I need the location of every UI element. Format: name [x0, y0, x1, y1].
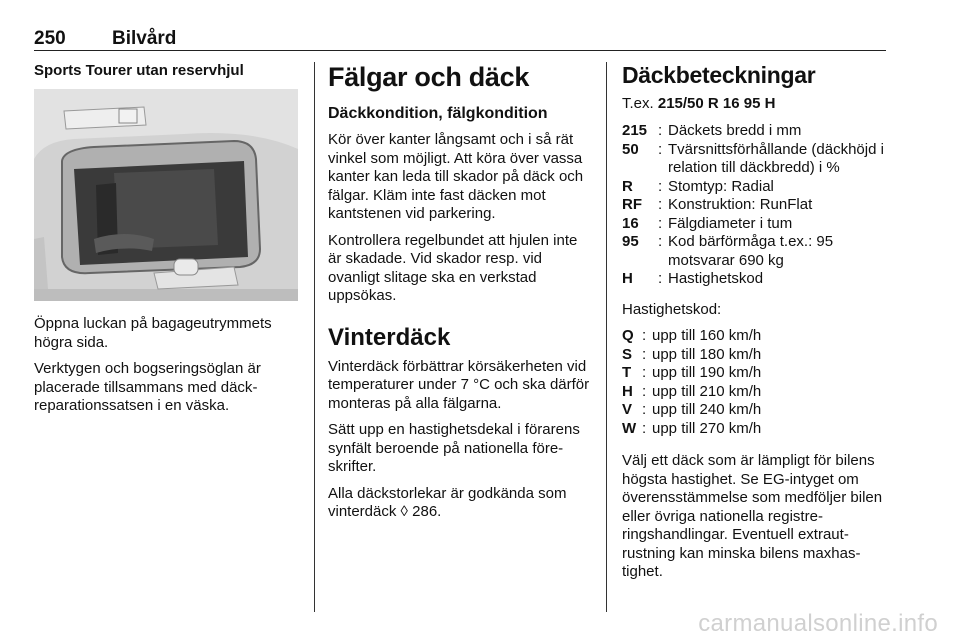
definition-row [622, 122, 888, 141]
definition-separator: : [658, 140, 663, 158]
speed-code-separator: : [642, 327, 647, 344]
speed-code-separator: : [642, 401, 647, 418]
definition-row [622, 215, 888, 234]
subsection-title: Däckkondition, fälgkondition [328, 105, 548, 122]
speed-code-key: Q [622, 327, 634, 344]
paragraph: Välj ett däck som är lämpligt för bilens högsta hastighet. Se EG-intyget om överensstämmelse som medföljer bilen eller övriga nationella registreringshandlingar. Eventuell extrautrustning kan minska bilens maxhastighet. [622, 452, 883, 580]
column-divider [314, 62, 315, 612]
definition-value: Stomtyp: Radial [668, 177, 774, 195]
example-prefix: T.ex. [622, 95, 654, 112]
definition-separator: : [658, 233, 663, 250]
definition-value: Konstruktion: RunFlat [668, 196, 813, 213]
speed-code-row [622, 346, 888, 365]
example-value: 215/50 R 16 95 H [657, 95, 776, 112]
definition-key: 215 [622, 122, 648, 139]
definition-value: Kod bärförmåga t.ex.: 95 motsvarar 690 kg [668, 233, 834, 269]
speed-code-list [622, 327, 888, 438]
paragraph-text: Alla däckstorlekar är godkända som vinterdäck [328, 484, 567, 520]
column-divider [606, 62, 607, 612]
speed-code-row [622, 327, 888, 346]
definition-value: Tvärsnittsförhållande (däckhöjd i relation till däckbredd) i % [668, 140, 884, 176]
speed-code-separator: : [642, 419, 647, 437]
speed-code-separator: : [642, 345, 647, 363]
column-left [34, 62, 298, 424]
paragraph: Kontrollera regelbundet att hjulen inte är skadade. Vid skador resp. vid ovanligt slitage ska en verkstad uppsökas. [328, 231, 578, 304]
paragraph: Sätt upp en hastighetsdekal i förarens synfält beroende på nationella föreskrifter. [328, 421, 580, 475]
definition-row [622, 196, 888, 215]
watermark: carmanualsonline.info [698, 610, 938, 637]
definition-separator: : [658, 196, 663, 213]
chapter-title: Bilvård [112, 28, 177, 49]
column-middle [328, 62, 590, 530]
speed-code-separator: : [642, 364, 647, 381]
speed-code-row [622, 383, 888, 402]
paragraph: Verktygen och bogseringsöglan är placerade tillsammans med däckreparationssatsen i en väska. [34, 360, 261, 414]
page-reference-arrow-icon: ◊ [400, 503, 408, 520]
definition-separator: : [658, 177, 663, 195]
paragraph [328, 485, 590, 522]
definition-row [622, 233, 888, 270]
definition-row [622, 141, 888, 178]
trunk-illustration-svg [34, 89, 298, 301]
definition-key: 95 [622, 233, 639, 250]
speed-code-separator: : [642, 382, 647, 400]
speed-code-value: upp till 240 km/h [652, 401, 762, 418]
definition-key: R [622, 177, 633, 195]
speed-code-row [622, 401, 888, 420]
page-number: 250 [34, 28, 66, 49]
tire-code-example [622, 95, 888, 112]
speed-code-key: V [622, 401, 633, 418]
speed-code-heading: Hastighetskod: [622, 300, 722, 318]
definition-separator: : [658, 214, 663, 232]
section-title: Fälgar och däck [328, 62, 530, 92]
paragraph: Vinterdäck förbättrar körsäkerheten vid temperaturer under 7 °C och ska därför monteras på alla fälgarna. [328, 357, 590, 412]
speed-code-key: H [622, 382, 633, 400]
definition-list [622, 122, 888, 289]
section-heading: Sports Tourer utan reservhjul [34, 62, 244, 79]
definition-key: 16 [622, 214, 639, 232]
speed-code-value: upp till 180 km/h [652, 345, 762, 363]
page-header [34, 28, 886, 51]
definition-row [622, 178, 888, 197]
definition-key: RF [622, 196, 642, 213]
subsection-title: Vinterdäck [328, 323, 451, 351]
trunk-illustration [34, 89, 298, 301]
page-reference-link[interactable]: 286. [412, 503, 442, 520]
speed-code-value: upp till 210 km/h [652, 382, 762, 400]
definition-separator: : [658, 270, 663, 287]
speed-code-key: T [622, 364, 632, 381]
speed-code-value: upp till 190 km/h [652, 364, 762, 381]
definition-separator: : [658, 122, 663, 139]
definition-key: H [622, 270, 633, 287]
paragraph: Öppna luckan på bagageutrymmets högra sida. [34, 315, 272, 351]
speed-code-key: W [622, 419, 637, 437]
definition-key: 50 [622, 140, 639, 158]
paragraph: Kör över kanter långsamt och i så rät vinkel som möjligt. Att köra över vassa kanter kan leda till skador på däck och fälgar. Kläm inte fast däcken mot kantstenen vid parkering. [328, 131, 584, 222]
section-title: Däckbeteckningar [622, 62, 816, 88]
definition-value: Fälgdiameter i tum [668, 214, 793, 232]
definition-value: Däckets bredd i mm [668, 122, 802, 139]
definition-value: Hastighetskod [668, 270, 764, 287]
column-right [622, 62, 888, 590]
speed-code-key: S [622, 345, 633, 363]
speed-code-value: upp till 270 km/h [652, 419, 762, 437]
speed-code-value: upp till 160 km/h [652, 327, 762, 344]
speed-code-row [622, 420, 888, 439]
definition-row [622, 270, 888, 289]
speed-code-row [622, 364, 888, 383]
